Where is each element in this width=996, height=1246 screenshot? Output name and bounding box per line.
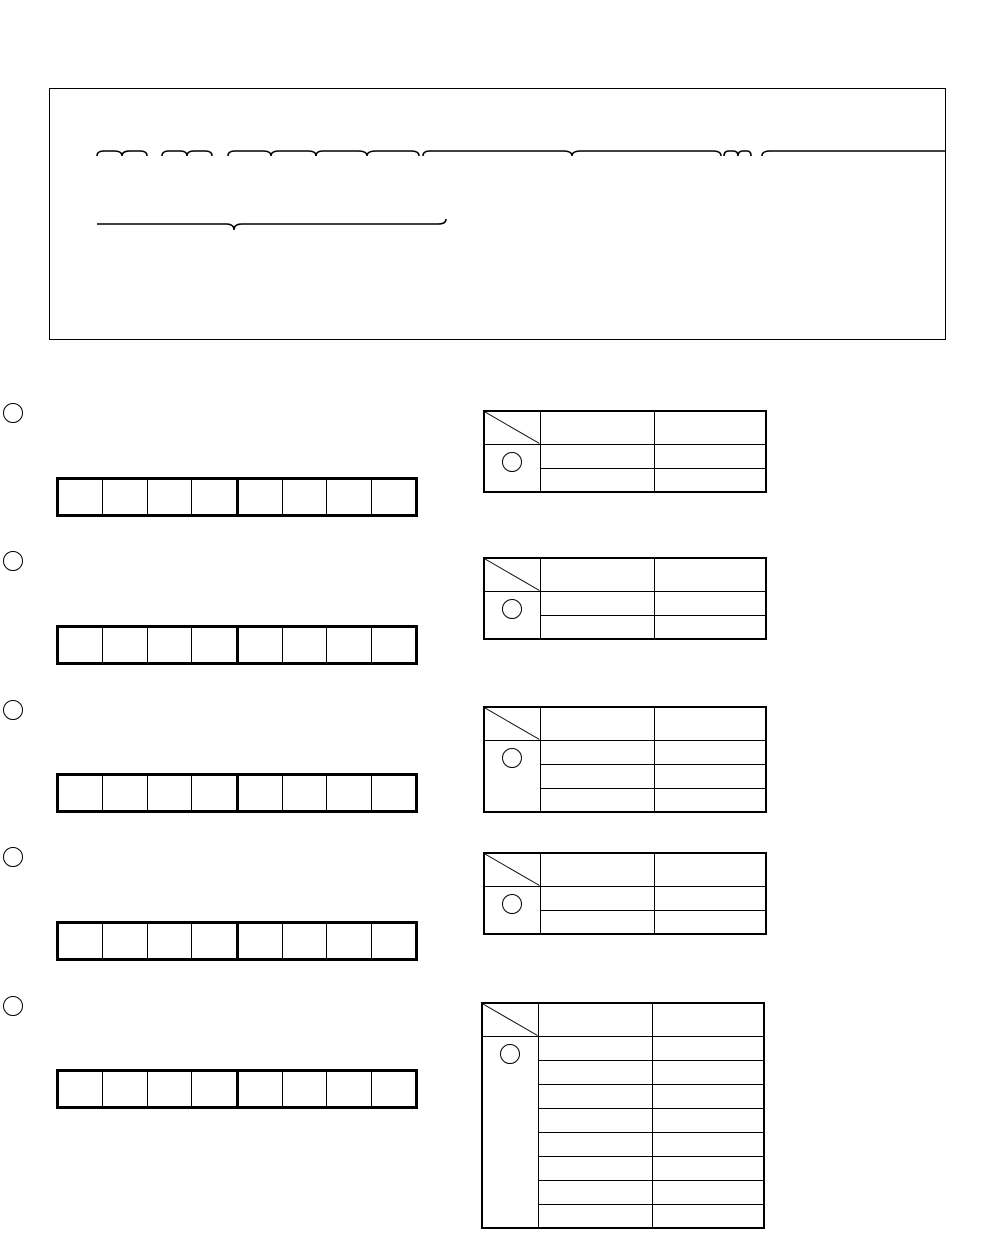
table-cell[interactable] bbox=[652, 1036, 764, 1060]
bit-cell[interactable] bbox=[147, 628, 191, 662]
table-header-cell[interactable] bbox=[540, 707, 654, 740]
table-cell[interactable] bbox=[654, 740, 766, 764]
diagonal-header-cell bbox=[484, 853, 540, 886]
bit-cell[interactable] bbox=[59, 1072, 102, 1106]
table-header-cell[interactable] bbox=[540, 853, 654, 886]
bit-cell[interactable] bbox=[282, 1072, 326, 1106]
bit-cell[interactable] bbox=[326, 776, 370, 810]
table-cell[interactable] bbox=[652, 1084, 764, 1108]
bit-cell[interactable] bbox=[236, 1072, 282, 1106]
bit-cell[interactable] bbox=[282, 924, 326, 958]
underbrace-4 bbox=[316, 151, 419, 156]
bit-cell[interactable] bbox=[147, 776, 191, 810]
bit-cell[interactable] bbox=[59, 480, 102, 514]
table-header-cell[interactable] bbox=[540, 558, 654, 591]
row-label-cell bbox=[484, 444, 540, 492]
underbrace-2 bbox=[162, 151, 212, 156]
bit-cell[interactable] bbox=[371, 1072, 415, 1106]
bit-cell[interactable] bbox=[236, 924, 282, 958]
underbrace-7 bbox=[762, 151, 946, 156]
table-cell[interactable] bbox=[538, 1132, 652, 1156]
table-cell[interactable] bbox=[654, 910, 766, 934]
answer-table-5 bbox=[481, 1002, 765, 1229]
bit-cell[interactable] bbox=[147, 924, 191, 958]
table-cell[interactable] bbox=[540, 591, 654, 615]
bit-cell[interactable] bbox=[102, 924, 146, 958]
table-cell[interactable] bbox=[652, 1060, 764, 1084]
table-cell[interactable] bbox=[652, 1108, 764, 1132]
bit-answer-row-4[interactable] bbox=[56, 921, 418, 961]
bit-cell[interactable] bbox=[102, 1072, 146, 1106]
row-circle-marker bbox=[500, 1044, 520, 1064]
question-marker-4 bbox=[3, 847, 23, 867]
table-cell[interactable] bbox=[654, 788, 766, 812]
row-circle-marker bbox=[502, 452, 522, 472]
table-cell[interactable] bbox=[652, 1132, 764, 1156]
bit-cell[interactable] bbox=[191, 924, 235, 958]
table-cell[interactable] bbox=[538, 1060, 652, 1084]
answer-table-2 bbox=[483, 557, 767, 640]
underbrace-annotations bbox=[0, 0, 996, 340]
bit-cell[interactable] bbox=[371, 924, 415, 958]
bit-cell[interactable] bbox=[282, 628, 326, 662]
bit-cell[interactable] bbox=[236, 776, 282, 810]
table-header-cell[interactable] bbox=[654, 411, 766, 444]
question-marker-1 bbox=[3, 403, 23, 423]
bit-cell[interactable] bbox=[147, 480, 191, 514]
table-header-cell[interactable] bbox=[538, 1003, 652, 1036]
table-header-cell[interactable] bbox=[540, 411, 654, 444]
table-cell[interactable] bbox=[540, 444, 654, 468]
row-label-cell bbox=[484, 740, 540, 812]
table-header-cell[interactable] bbox=[654, 707, 766, 740]
bit-answer-row-3[interactable] bbox=[56, 773, 418, 813]
table-cell[interactable] bbox=[654, 615, 766, 639]
diagonal-header-cell bbox=[482, 1003, 538, 1036]
bit-cell[interactable] bbox=[191, 1072, 235, 1106]
bit-answer-row-5[interactable] bbox=[56, 1069, 418, 1109]
table-header-cell[interactable] bbox=[654, 558, 766, 591]
bit-cell[interactable] bbox=[282, 480, 326, 514]
bit-cell[interactable] bbox=[191, 628, 235, 662]
diagonal-header-cell bbox=[484, 411, 540, 444]
table-header-cell[interactable] bbox=[652, 1003, 764, 1036]
table-cell[interactable] bbox=[540, 740, 654, 764]
table-cell[interactable] bbox=[538, 1036, 652, 1060]
underbrace-5 bbox=[423, 151, 721, 156]
table-cell[interactable] bbox=[538, 1204, 652, 1228]
row-label-cell bbox=[484, 886, 540, 934]
question-marker-3 bbox=[3, 700, 23, 720]
table-cell[interactable] bbox=[654, 591, 766, 615]
diagonal-header-cell bbox=[484, 707, 540, 740]
table-header-cell[interactable] bbox=[654, 853, 766, 886]
bit-answer-row-1[interactable] bbox=[56, 477, 418, 517]
diagonal-header-cell bbox=[484, 558, 540, 591]
bit-cell[interactable] bbox=[326, 628, 370, 662]
bit-cell[interactable] bbox=[326, 1072, 370, 1106]
table-cell[interactable] bbox=[654, 764, 766, 788]
bit-cell[interactable] bbox=[191, 776, 235, 810]
table-cell[interactable] bbox=[540, 788, 654, 812]
bit-cell[interactable] bbox=[59, 924, 102, 958]
bit-cell[interactable] bbox=[326, 480, 370, 514]
underbrace-6 bbox=[724, 151, 751, 156]
bit-cell[interactable] bbox=[147, 1072, 191, 1106]
table-cell[interactable] bbox=[538, 1084, 652, 1108]
bit-cell[interactable] bbox=[59, 776, 102, 810]
bit-cell[interactable] bbox=[102, 480, 146, 514]
table-cell[interactable] bbox=[652, 1180, 764, 1204]
table-cell[interactable] bbox=[654, 468, 766, 492]
table-cell[interactable] bbox=[538, 1108, 652, 1132]
table-cell[interactable] bbox=[540, 886, 654, 910]
bit-cell[interactable] bbox=[371, 628, 415, 662]
answer-table-1 bbox=[483, 410, 767, 493]
row-circle-marker bbox=[502, 748, 522, 768]
question-marker-5 bbox=[3, 996, 23, 1016]
question-marker-2 bbox=[3, 551, 23, 571]
bit-cell[interactable] bbox=[102, 628, 146, 662]
table-cell[interactable] bbox=[540, 615, 654, 639]
row-circle-marker bbox=[502, 599, 522, 619]
answer-table-4 bbox=[483, 852, 767, 935]
bit-cell[interactable] bbox=[59, 628, 102, 662]
bit-cell[interactable] bbox=[371, 480, 415, 514]
bit-cell[interactable] bbox=[236, 480, 282, 514]
answer-table-3 bbox=[483, 706, 767, 813]
table-cell[interactable] bbox=[538, 1156, 652, 1180]
bit-cell[interactable] bbox=[102, 776, 146, 810]
row-label-cell bbox=[484, 591, 540, 639]
table-cell[interactable] bbox=[654, 886, 766, 910]
table-cell[interactable] bbox=[652, 1204, 764, 1228]
row-circle-marker bbox=[502, 894, 522, 914]
table-cell[interactable] bbox=[654, 444, 766, 468]
table-cell[interactable] bbox=[538, 1180, 652, 1204]
underbrace-3 bbox=[228, 151, 316, 156]
bit-cell[interactable] bbox=[371, 776, 415, 810]
row-label-cell bbox=[482, 1036, 538, 1228]
bit-cell[interactable] bbox=[191, 480, 235, 514]
bit-cell[interactable] bbox=[282, 776, 326, 810]
table-cell[interactable] bbox=[540, 468, 654, 492]
table-cell[interactable] bbox=[652, 1156, 764, 1180]
bit-cell[interactable] bbox=[326, 924, 370, 958]
table-cell[interactable] bbox=[540, 764, 654, 788]
underbrace-1 bbox=[97, 151, 147, 156]
bit-answer-row-2[interactable] bbox=[56, 625, 418, 665]
bit-cell[interactable] bbox=[236, 628, 282, 662]
underbrace-8 bbox=[97, 219, 446, 230]
table-cell[interactable] bbox=[540, 910, 654, 934]
